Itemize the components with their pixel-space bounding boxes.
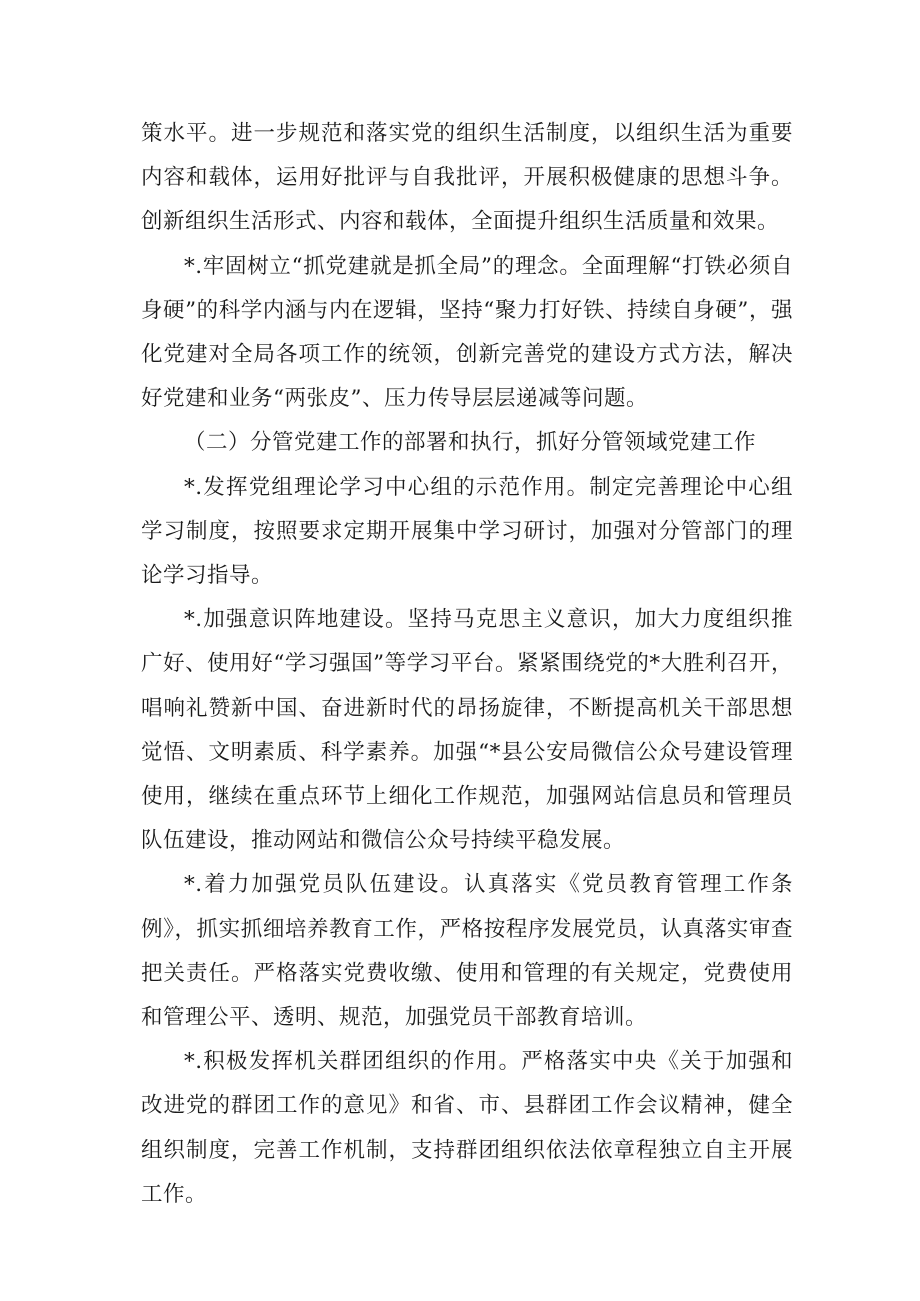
paragraph-1: 策水平。进一步规范和落实党的组织生活制度，以组织生活为重要内容和载体，运用好批评与自我批评，开展积极健康的思想斗争。创新组织生活形式、内容和载体，全面提升组织生活质量和效果。 [141,121,793,235]
paragraph-3: *.发挥党组理论学习中心组的示范作用。制定完善理论中心组学习制度，按照要求定期开展集中学习研讨，加强对分管部门的理论学习指导。 [141,474,793,589]
paragraph-6: *.积极发挥机关群团组织的作用。严格落实中央《关于加强和改进党的群团工作的意见》和省、市、县群团工作会议精神，健全组织制度，完善工作机制，支持群团组织依法依章程独立自主开展工作。 [141,1049,793,1207]
paragraph-5: *.着力加强党员队伍建设。认真落实《党员教育管理工作条例》，抓实抓细培养教育工作，严格按程序发展党员，认真落实审查把关责任。严格落实党费收缴、使用和管理的有关规定，党费使用和管理公平、透明、规范，加强党员干部教育培训。 [141,872,793,1031]
section-heading: （二）分管党建工作的部署和执行，抓好分管领域党建工作 [184,430,757,456]
paragraph-4: *.加强意识阵地建设。坚持马克思主义意识，加大力度组织推广好、使用好“学习强国”等学习平台。紧紧围绕党的*大胜利召开，唱响礼赞新中国、奋进新时代的昂扬旋律，不断提高机关干部思想觉悟、文明素质、科学素养。加强“*县公安局微信公众号建设管理使用，继续在重点环节上细化工作规范，加强网站信息员和管理员队伍建设，推动网站和微信公众号持续平稳发展。 [141,607,793,854]
document-body [141,112,793,1217]
paragraph-2: *.牢固树立“抓党建就是抓全局”的理念。全面理解“打铁必须自身硬”的科学内涵与内在逻辑，坚持“聚力打好铁、持续自身硬”，强化党建对全局各项工作的统领，创新完善党的建设方式方法，解决好党建和业务“两张皮”、压力传导层层递减等问题。 [141,253,793,412]
